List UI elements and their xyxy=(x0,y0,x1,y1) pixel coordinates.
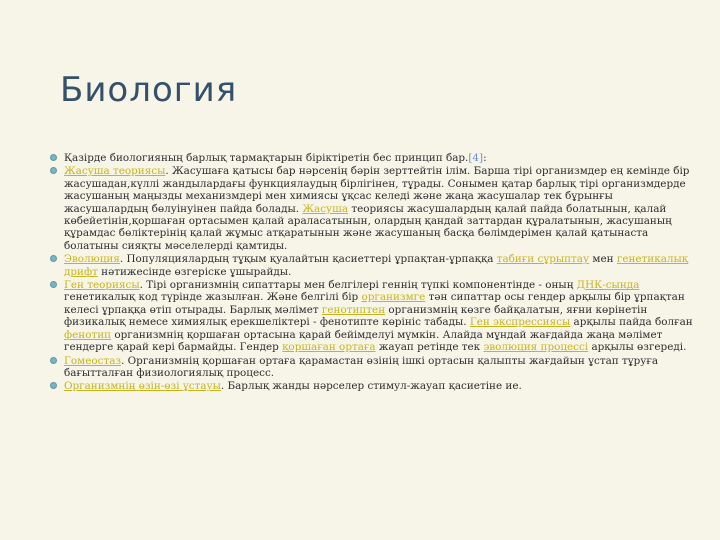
bullet-item-gene-theory xyxy=(48,279,696,353)
text: . Популяциялардың тұқым қуалайтын қасиеттері ұрпақтан-ұрпаққа xyxy=(119,253,497,266)
link-cell-theory[interactable]: Жасуша теориясы xyxy=(64,165,166,178)
text: организмнің көзге байқалатын, яғни көрінетін физикалық немесе химиялық ерекшеліктері - фенотипте көрініс табады. xyxy=(64,303,648,329)
text: арқылы өзгереді. xyxy=(588,341,687,354)
circle-bullet-icon xyxy=(50,382,57,389)
link-genetic-drift[interactable]: генетикалық дрифт xyxy=(64,253,689,278)
text: арқылы пайда болған xyxy=(570,316,693,329)
circle-bullet-icon xyxy=(50,167,57,174)
link-gene-theory[interactable]: Ген теориясы xyxy=(64,279,140,292)
link-homeostasis[interactable]: Гомеостаз xyxy=(64,354,122,367)
link-cell[interactable]: Жасуша xyxy=(302,202,349,215)
link-phenotype[interactable]: фенотип xyxy=(64,328,112,341)
text: . Тірі организмнің сипаттары мен белгілері геннің түпкі компонентінде - оның xyxy=(139,279,577,292)
text: генетикалық код түрінде жазылған. Және белгілі бір xyxy=(64,291,362,304)
link-gene-expression[interactable]: Ген экспрессиясы xyxy=(469,316,571,329)
circle-bullet-icon xyxy=(50,255,57,262)
text: тән сипаттар осы гендер арқылы бір ұрпақтан келесі ұрпаққа өтіп отырады. Барлық мәлімет xyxy=(64,291,685,316)
link-genotype[interactable]: генотиптен xyxy=(321,303,386,316)
circle-bullet-icon xyxy=(50,281,57,288)
bullet-item-evolution xyxy=(48,253,696,278)
bullet-list xyxy=(48,152,696,394)
bullet-item-homeostasis xyxy=(48,355,696,380)
text: мен xyxy=(589,253,617,266)
link-evolution-process[interactable]: эволюция процессі xyxy=(483,341,589,354)
link-natural-selection[interactable]: табиғи сұрыптау xyxy=(496,253,590,266)
text: жауап ретінде тек xyxy=(375,341,484,354)
text: организмнің қоршаған ортасына қарай бейімделуі мүмкін. Алайда мұндай жағдайда жаңа мәлімет гендерге қарай кері бармайды. Гендер xyxy=(64,328,663,354)
link-organism-behavior[interactable]: Организмнің өзін-өзі ұстауы xyxy=(64,380,221,393)
link-environment[interactable]: қоршаған ортаға xyxy=(282,341,376,354)
text: теориясы жасушалардың қалай пайда болатынын, қалай көбейетінін,қоршаған ортасымен қалай араласатынын, олардың қандай заттардан құралатынын, жасушаның құрамдас бөліктерінің қалай жұмыс атқаратынын және жасушаның басқа бөлімдерімен қалай қатынаста болатыны сияқты мәселелерді қамтиды. xyxy=(64,202,672,252)
bullet-item-cell-theory xyxy=(48,165,696,252)
circle-bullet-icon xyxy=(50,357,57,364)
bullet-item-principles xyxy=(48,152,696,164)
reference-link[interactable]: [4] xyxy=(468,152,484,164)
text: Қазірде биологияның барлық тармақтарын біріктіретін бес принцип бар. xyxy=(64,152,469,164)
bullet-item-behavior xyxy=(48,380,696,392)
circle-bullet-icon xyxy=(50,154,57,161)
link-evolution[interactable]: Эволюция xyxy=(64,253,120,266)
text: . Организмнің қоршаған ортаға қарамастан өзінің ішкі ортасын қалыпты жағдайын ұстап тұруға бағытталған физиологиялық процесс. xyxy=(64,354,659,379)
text: нәтижесінде өзгеріске ұшырайды. xyxy=(97,265,292,278)
text: . Барлық жанды нәрселер стимул-жауап қасиетіне ие. xyxy=(220,380,522,393)
text: : xyxy=(483,152,487,164)
slide-title: Биология xyxy=(60,70,238,110)
text: . Жасушаға қатысы бар нәрсенің бәрін зерттейтін ілім. Барша тірі организмдер ең кемінде бір жасушадан,күллі жандылардағы функциялаудың бірлігінен, тұрады. Сонымен қатар барлық тірі организмдерде жасушаның маңызды механизмдері мен химиясы ұқсас келеді және жаңа жасушалар тек бұрынғы жасушалардың бөлуінуінен пайда болады. xyxy=(64,165,690,215)
link-dna[interactable]: ДНК-сында xyxy=(576,279,640,292)
link-organism[interactable]: организмге xyxy=(361,291,426,304)
